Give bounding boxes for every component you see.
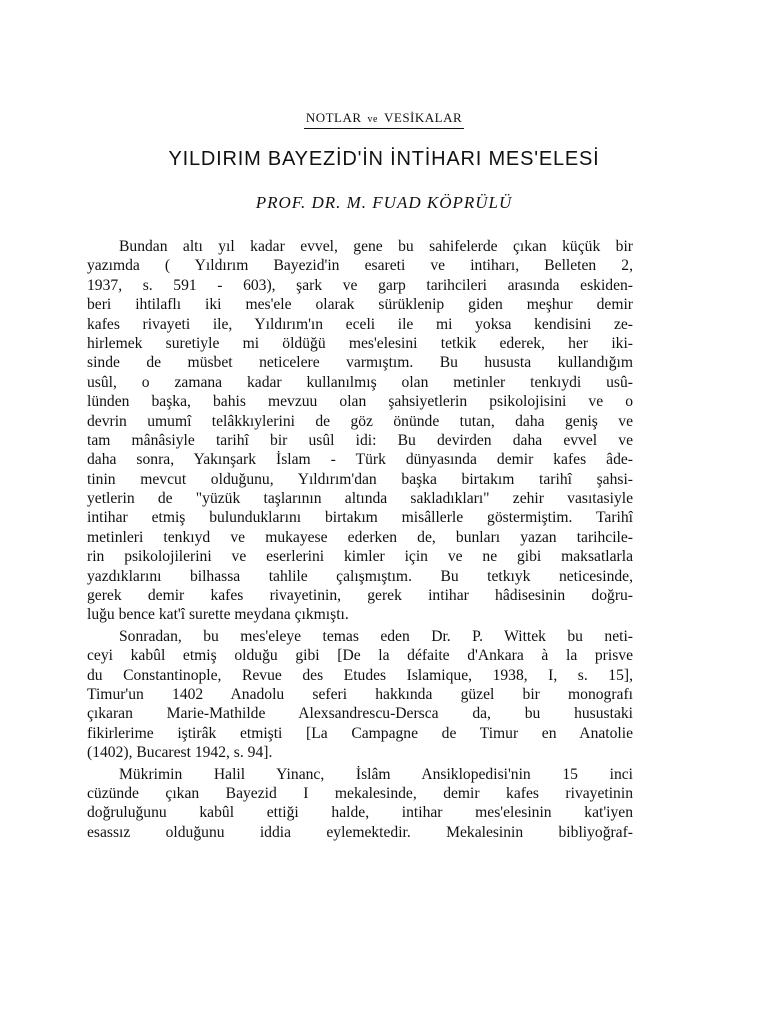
- section-header-underlined: [304, 110, 464, 129]
- body-line: du Constantinople, Revue des Etudes Islamique, 1938, I, s. 15],: [87, 666, 633, 684]
- body-line: kafes rivayeti ile, Yıldırım'ın eceli ile mi yoksa kendisini ze-: [87, 315, 633, 333]
- body-line: tam mânâsiyle tarihî bir usûl idi: Bu devirden daha evvel ve: [87, 431, 633, 449]
- body-line: yazımda ( Yıldırım Bayezid'in esareti ve intiharı, Belleten 2,: [87, 257, 633, 275]
- body-line: fikirlerime iştirâk etmişti [La Campagne de Timur en Anatolie: [87, 724, 633, 742]
- body-line: (1402), Bucarest 1942, s. 94].: [87, 744, 273, 762]
- body-line: daha sonra, Yakınşark İslam - Türk dünyasında demir kafes âde-: [87, 451, 633, 469]
- body-line: usûl, o zamana kadar kullanılmış olan metinler tenkıydi usû-: [87, 373, 633, 391]
- section-header-right: VESİKALAR: [384, 110, 463, 125]
- body-line: Mükrimin Halil Yinanc, İslâm Ansiklopedisi'nin 15 inci: [119, 765, 633, 783]
- body-line: çıkaran Marie-Mathilde Alexsandrescu-Dersca da, bu husustaki: [87, 705, 633, 723]
- body-line: devrin umumî telâkkıylerini de göz önünde tutan, daha geniş ve: [87, 412, 633, 430]
- body-line: rin psikolojilerini ve eserlerini kimler için ve ne gibi maksatlarla: [87, 548, 633, 566]
- body-line: Bundan altı yıl kadar evvel, gene bu sahifelerde çıkan küçük bir: [119, 238, 633, 255]
- body-line: sinde de müsbet neticelere varmıştım. Bu hususta kullandığım: [87, 354, 633, 372]
- article-author: PROF. DR. M. FUAD KÖPRÜLÜ: [255, 193, 513, 212]
- body-line: metinleri tenkıyd ve mukayese ederken de, bunları yazan tarihcile-: [87, 528, 633, 546]
- body-line: ceyi kabûl etmiş olduğu gibi [De la défaite d'Ankara à la prisve: [87, 647, 633, 665]
- body-line: beri ihtilaflı iki mes'ele olarak sürüklenip giden meşhur demir: [87, 296, 633, 314]
- body-line: hirlemek suretiyle mi öldüğü mes'elesini tetkik ederek, her iki-: [87, 334, 633, 352]
- body-line: yetlerin de "yüzük taşlarının altında sakladıkları" zehir vasıtasiyle: [87, 490, 633, 508]
- body-line: tinin mevcut olduğunu, Yıldırım'dan başka birtakım tarihî şahsi-: [87, 470, 633, 488]
- body-line: lünden başka, bahis mevzuu olan şahsiyetlerin psikolojisini ve o: [87, 393, 633, 411]
- body-line: yazdıklarını bilhassa tahlile çalışmıştım. Bu tetkıyk neticesinde,: [87, 567, 633, 585]
- body-line: cüzünde çıkan Bayezid I mekalesinde, demir kafes rivayetinin: [87, 784, 633, 802]
- section-header: [0, 110, 768, 129]
- article-body: [87, 237, 633, 842]
- body-line: doğruluğunu kabûl ettiği halde, intihar mes'elesinin kat'iyen: [87, 804, 633, 822]
- article-title: YILDIRIM BAYEZİD'İN İNTİHARI MES'ELESİ: [168, 148, 600, 170]
- body-line: gerek demir kafes rivayetinin, gerek intihar hâdisesinin doğru-: [87, 587, 633, 605]
- body-line: intihar etmiş bulunduklarını birtakım misâllerle göstermiştim. Tarihî: [87, 509, 633, 527]
- body-line: Timur'un 1402 Anadolu seferi hakkında güzel bir monografı: [87, 685, 633, 703]
- body-line: 1937, s. 591 - 603), şark ve garp tarihcileri arasında eskiden-: [87, 276, 633, 294]
- body-line: esassız olduğunu iddia eylemektedir. Mekalesinin bibliyoğraf-: [87, 823, 633, 841]
- section-header-conjunction: ve: [367, 114, 378, 125]
- body-line: Sonradan, bu mes'eleye temas eden Dr. P. Wittek bu neti-: [119, 627, 633, 645]
- section-header-left: NOTLAR: [305, 110, 362, 125]
- body-line: luğu bence kat'î surette meydana çıkmıştı.: [87, 606, 349, 624]
